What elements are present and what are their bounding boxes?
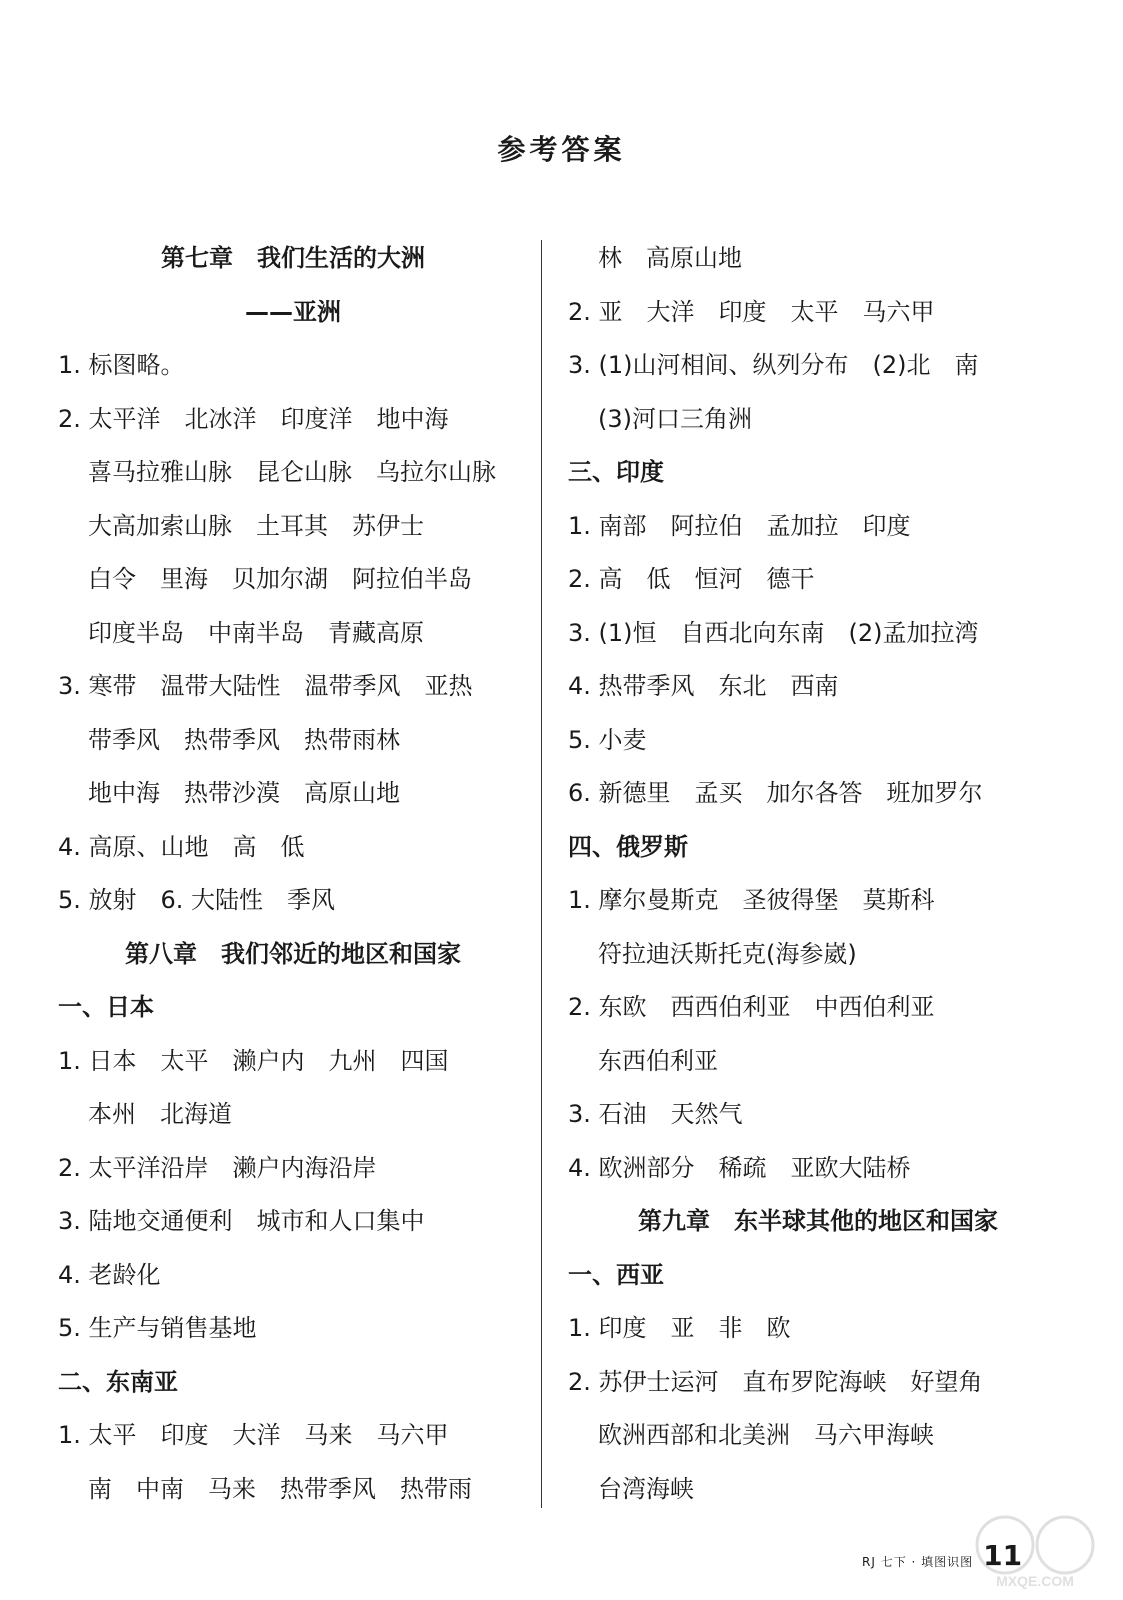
answer-line: 1. 太平 印度 大洋 马来 马六甲 [58,1421,449,1449]
answer-line: 台湾海峡 [598,1474,694,1503]
page-number: 11 [983,1539,1023,1572]
section-heading: 一、日本 [58,993,154,1021]
section-heading: ——亚洲 [245,297,341,326]
answer-line: 1. 标图略。 [58,351,185,379]
answer-line: 1. 南部 阿拉伯 孟加拉 印度 [568,511,911,540]
answer-line: (3)河口三角洲 [598,404,752,433]
answer-line: 2. 东欧 西西伯利亚 中西伯利亚 [568,993,935,1021]
section-heading: 一、西亚 [568,1260,664,1289]
answer-line: 带季风 热带季风 热带雨林 [88,725,400,754]
answer-line: 符拉迪沃斯托克(海参崴) [598,939,857,968]
answer-line: 本州 北海道 [88,1100,232,1128]
answer-line: 白令 里海 贝加尔湖 阿拉伯半岛 [88,565,472,593]
answer-line: 6. 新德里 孟买 加尔各答 班加罗尔 [568,779,983,807]
footer-label: RJ 七下 · 填图识图 [862,1555,974,1569]
answer-line: 2. 高 低 恒河 德干 [568,565,815,593]
answer-line: 2. 太平洋沿岸 濑户内海沿岸 [58,1153,377,1182]
answer-line: 4. 欧洲部分 稀疏 亚欧大陆桥 [568,1153,911,1182]
answer-line: 5. 小麦 [568,725,647,754]
answer-line: 1. 摩尔曼斯克 圣彼得堡 莫斯科 [568,886,935,914]
answer-line: 2. 亚 大洋 印度 太平 马六甲 [568,297,935,326]
answer-line: 4. 热带季风 东北 西南 [568,672,839,700]
answer-line: 1. 印度 亚 非 欧 [568,1314,791,1342]
answer-line: 印度半岛 中南半岛 青藏高原 [88,618,424,647]
section-heading: 第七章 我们生活的大洲 [161,244,425,272]
watermark-text: MXQE.COM [996,1573,1074,1589]
answer-line: 东西伯利亚 [598,1046,718,1075]
right-column [568,232,1068,1516]
section-heading: 第八章 我们邻近的地区和国家 [125,939,461,968]
answer-line: 3. (1)山河相间、纵列分布 (2)北 南 [568,351,979,379]
answer-line: 林 高原山地 [598,244,742,272]
answer-line: 地中海 热带沙漠 高原山地 [88,779,400,807]
answer-line: 南 中南 马来 热带季风 热带雨 [88,1474,472,1503]
answer-line: 5. 放射 6. 大陆性 季风 [58,886,336,914]
answer-line: 1. 日本 太平 濑户内 九州 四国 [58,1046,449,1075]
section-heading: 三、印度 [568,458,664,486]
column-divider [541,240,542,1508]
answer-line: 4. 老龄化 [58,1260,161,1289]
answer-line: 2. 太平洋 北冰洋 印度洋 地中海 [58,404,449,433]
answer-line: 2. 苏伊士运河 直布罗陀海峡 好望角 [568,1367,983,1396]
section-heading: 二、东南亚 [58,1367,178,1396]
left-column [58,232,528,1516]
page-title: 参考答案 [497,133,626,166]
answer-line: 3. 石油 天然气 [568,1100,743,1128]
watermark-stamp-icon [965,1510,1105,1590]
answer-line: 3. 陆地交通便利 城市和人口集中 [58,1207,425,1235]
answer-line: 喜马拉雅山脉 昆仑山脉 乌拉尔山脉 [88,458,496,486]
answer-line: 5. 生产与销售基地 [58,1314,257,1342]
answer-line: 3. (1)恒 自西北向东南 (2)孟加拉湾 [568,618,979,647]
answer-line: 大高加索山脉 土耳其 苏伊士 [88,511,424,540]
answer-line: 4. 高原、山地 高 低 [58,832,305,861]
section-heading: 第九章 东半球其他的地区和国家 [638,1207,998,1235]
section-heading: 四、俄罗斯 [568,832,688,861]
answer-line: 3. 寒带 温带大陆性 温带季风 亚热 [58,672,473,700]
answer-line: 欧洲西部和北美洲 马六甲海峡 [598,1421,934,1449]
